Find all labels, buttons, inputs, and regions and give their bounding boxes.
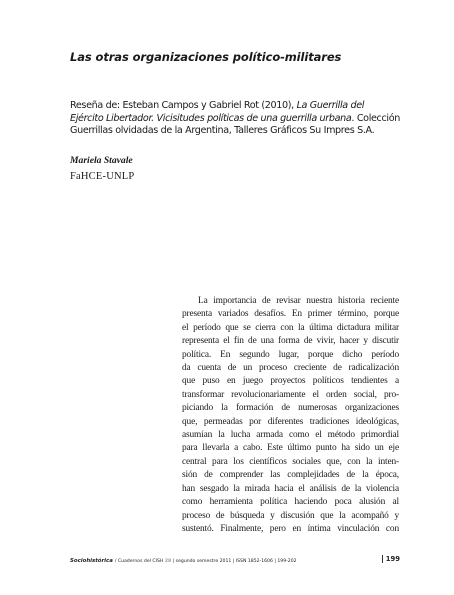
body-line: piciando la formación de numerosas organizaciones: [182, 403, 399, 414]
body-line: presenta variados desafíos. En primer término, porque: [182, 309, 399, 320]
review-text: Guerrillas olvidadas de la Argentina, Talleres Gráficos Su Impres S.A.: [70, 125, 375, 137]
page-number: 199: [382, 555, 400, 563]
review-italic-text: La Guerrilla del: [296, 100, 365, 111]
footer-issue-info: [115, 559, 297, 564]
body-line: que, permeadas por diferentes tradiciones ideológicas,: [182, 416, 399, 427]
review-line: [70, 112, 400, 126]
body-text: [182, 295, 399, 536]
body-line: proceso de búsqueda y discusión que la acompañó y: [182, 510, 399, 521]
page-footer: [70, 555, 400, 564]
footer-text: / Cuadernos del CISH: [114, 559, 165, 564]
review-italic-text: Ejército Libertador. Vicisitudes políticas de una guerrilla urbana: [70, 112, 352, 124]
author-affiliation: FaHCE-UNLP: [70, 171, 135, 182]
review-citation: [70, 100, 400, 138]
body-line: han sesgado la mirada hacia el análisis de la violencia: [182, 483, 399, 494]
body-line: como herramienta política haciendo poca alusión al: [182, 497, 399, 508]
review-text: . Colección: [351, 112, 400, 124]
body-line: sustentó. Finalmente, pero en íntima vinculación con: [182, 523, 399, 534]
body-line: sión de comprender las complejidades de la época,: [182, 470, 399, 481]
body-line: transformar revolucionariamente el orden social, pro-: [182, 389, 399, 400]
journal-name: Sociohistórica: [70, 558, 113, 564]
issue-number: 28: [164, 559, 172, 564]
footer-text: | segundo semestre 2011 | ISSN 1852-1606 | 199-202: [171, 559, 297, 564]
body-line: para llevarla a cabo. Este último punto ha sido un eje: [182, 443, 399, 454]
body-line: La importancia de revisar nuestra historia reciente: [198, 296, 399, 306]
body-line: representa el fin de una forma de vivir, hacer y discutir: [182, 336, 399, 347]
review-line: [70, 100, 390, 113]
article-title: Las otras organizaciones político-militares: [70, 50, 342, 64]
body-line: que puso en juego proyectos políticos tendientes a: [182, 376, 399, 387]
body-line: central para los científicos sociales que, con la inten-: [182, 456, 399, 467]
body-line: da cuenta de un proceso creciente de radicalización: [182, 363, 399, 374]
body-line: asumían la lucha armada como el método primordial: [182, 430, 399, 441]
review-text: Reseña de: Esteban Campos y Gabriel Rot (2010),: [70, 100, 297, 111]
body-line: política. En segundo lugar, porque dicho período: [182, 349, 399, 360]
review-line: [70, 125, 390, 138]
author-name: Mariela Stavale: [70, 155, 133, 166]
body-line: el período que se cierra con la última dictadura militar: [182, 322, 399, 333]
